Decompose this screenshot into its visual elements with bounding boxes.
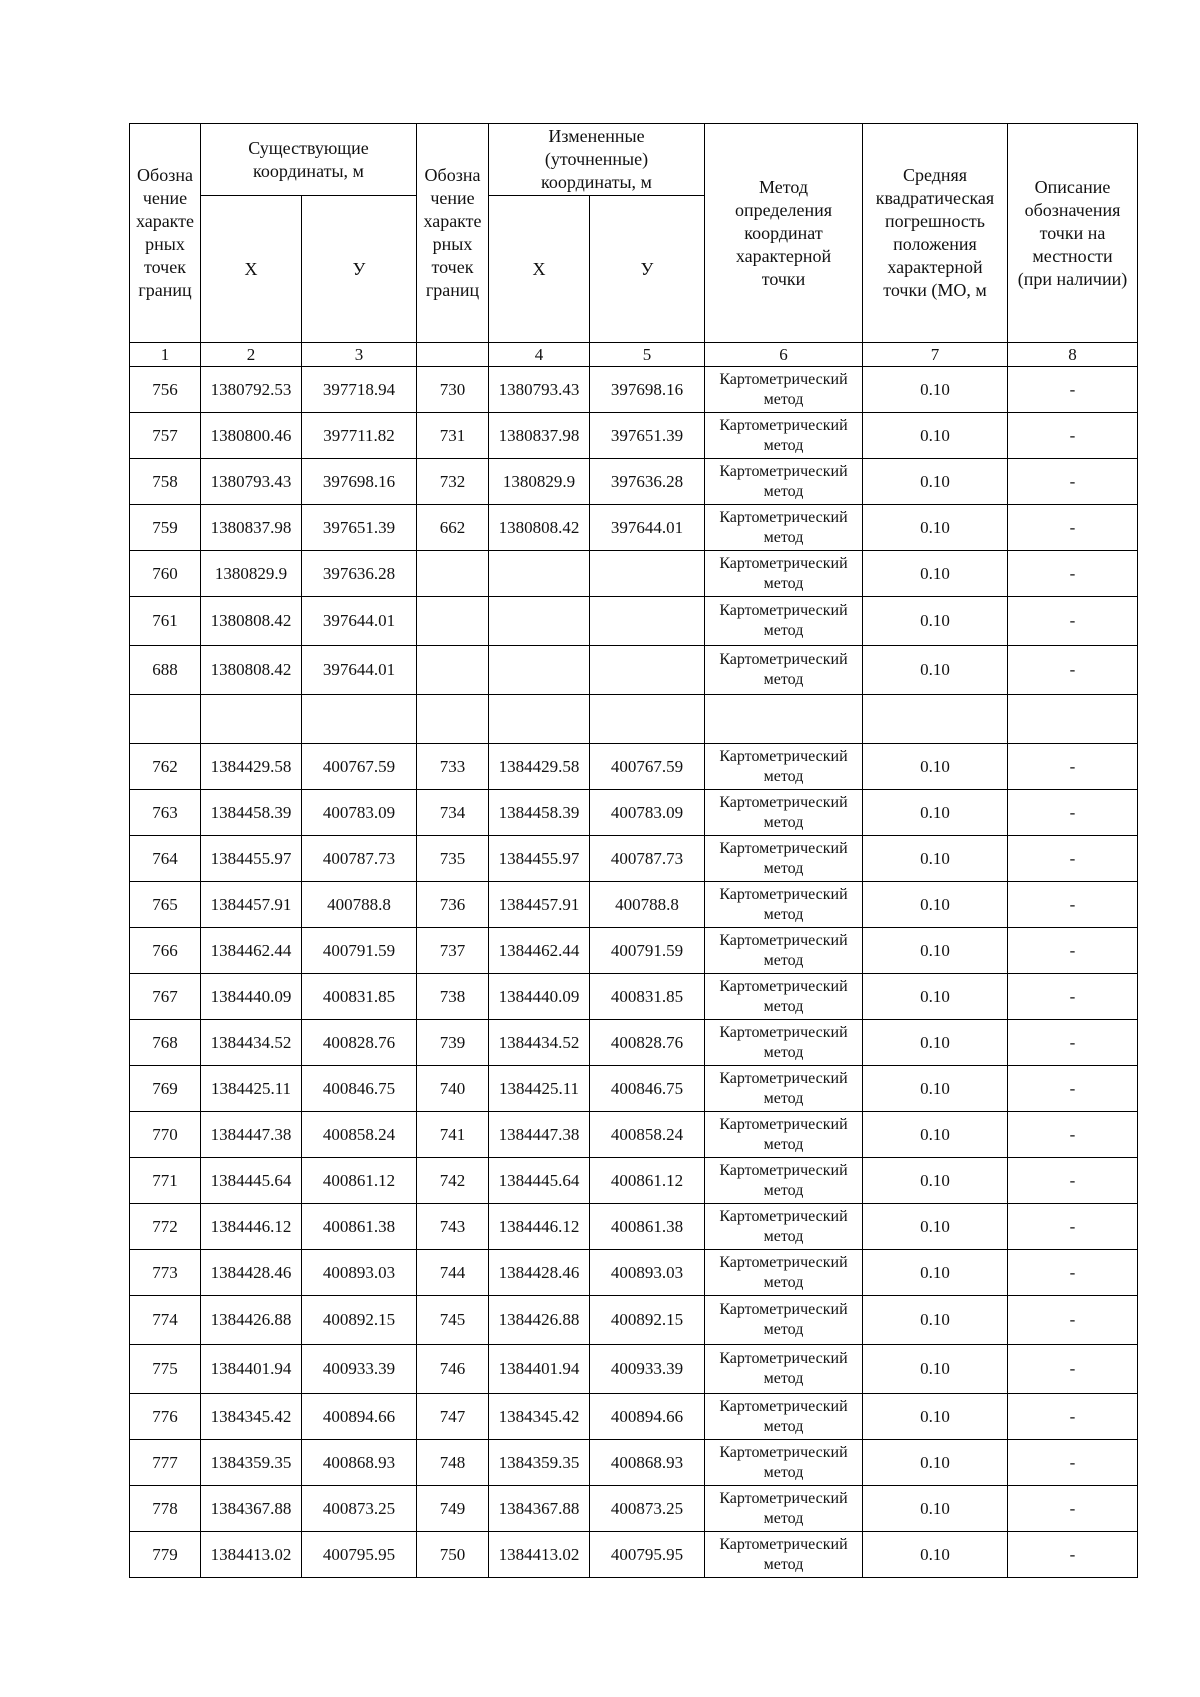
method-cell: Картометрический метод bbox=[705, 413, 863, 459]
description-cell: - bbox=[1008, 459, 1138, 505]
changed-y-cell: 400767.59 bbox=[590, 744, 705, 790]
description-cell: - bbox=[1008, 1440, 1138, 1486]
existing-y-cell: 400787.73 bbox=[302, 836, 417, 882]
description-cell: - bbox=[1008, 1250, 1138, 1296]
new-point-id-cell: 731 bbox=[417, 413, 489, 459]
existing-x-cell: 1384440.09 bbox=[201, 974, 302, 1020]
new-point-id-cell: 745 bbox=[417, 1296, 489, 1345]
changed-x-cell: 1380793.43 bbox=[489, 367, 590, 413]
changed-y-cell: 400933.39 bbox=[590, 1345, 705, 1394]
table-row bbox=[130, 1112, 1138, 1158]
method-cell: Картометрический метод bbox=[705, 1158, 863, 1204]
new-point-id-cell bbox=[417, 695, 489, 744]
point-id-cell: 760 bbox=[130, 551, 201, 597]
column-number: 3 bbox=[302, 343, 417, 367]
changed-x-cell: 1384345.42 bbox=[489, 1394, 590, 1440]
existing-x-cell: 1384401.94 bbox=[201, 1345, 302, 1394]
changed-x-cell: 1384457.91 bbox=[489, 882, 590, 928]
point-id-cell: 761 bbox=[130, 597, 201, 646]
table-row bbox=[130, 413, 1138, 459]
description-cell: - bbox=[1008, 882, 1138, 928]
mean-square-error-cell: 0.10 bbox=[863, 1158, 1008, 1204]
existing-x-cell: 1384345.42 bbox=[201, 1394, 302, 1440]
point-id-cell: 765 bbox=[130, 882, 201, 928]
new-point-id-cell: 741 bbox=[417, 1112, 489, 1158]
description-cell: - bbox=[1008, 836, 1138, 882]
description-cell: - bbox=[1008, 1158, 1138, 1204]
existing-y-cell: 400861.38 bbox=[302, 1204, 417, 1250]
existing-x-cell: 1384458.39 bbox=[201, 790, 302, 836]
changed-x-cell: 1380808.42 bbox=[489, 505, 590, 551]
changed-x-cell: 1384359.35 bbox=[489, 1440, 590, 1486]
header-method: Метод определения координат характерной точки bbox=[705, 124, 863, 343]
method-cell: Картометрический метод bbox=[705, 1112, 863, 1158]
method-cell: Картометрический метод bbox=[705, 1250, 863, 1296]
point-id-cell: 767 bbox=[130, 974, 201, 1020]
existing-x-cell: 1384426.88 bbox=[201, 1296, 302, 1345]
description-cell: - bbox=[1008, 1296, 1138, 1345]
point-id-cell: 762 bbox=[130, 744, 201, 790]
changed-x-cell: 1384428.46 bbox=[489, 1250, 590, 1296]
mean-square-error-cell: 0.10 bbox=[863, 1204, 1008, 1250]
description-cell: - bbox=[1008, 367, 1138, 413]
changed-y-cell: 400858.24 bbox=[590, 1112, 705, 1158]
mean-square-error-cell: 0.10 bbox=[863, 928, 1008, 974]
header-existing-coordinates: Существующие координаты, м bbox=[201, 124, 417, 196]
changed-y-cell bbox=[590, 597, 705, 646]
point-id-cell: 777 bbox=[130, 1440, 201, 1486]
existing-y-cell: 400828.76 bbox=[302, 1020, 417, 1066]
mean-square-error-cell: 0.10 bbox=[863, 1486, 1008, 1532]
existing-x-cell: 1384413.02 bbox=[201, 1532, 302, 1578]
header-changed-x: Х bbox=[489, 196, 590, 343]
existing-x-cell: 1384455.97 bbox=[201, 836, 302, 882]
table-row bbox=[130, 1486, 1138, 1532]
existing-y-cell: 400783.09 bbox=[302, 790, 417, 836]
table-row bbox=[130, 1020, 1138, 1066]
existing-y-cell: 397711.82 bbox=[302, 413, 417, 459]
coordinates-table bbox=[129, 123, 1138, 1578]
header-new-point-designation: Обозна чение характе рных точек границ bbox=[417, 124, 489, 343]
method-cell: Картометрический метод bbox=[705, 367, 863, 413]
header-point-designation: Обозна чение характе рных точек границ bbox=[130, 124, 201, 343]
changed-x-cell: 1380837.98 bbox=[489, 413, 590, 459]
method-cell: Картометрический метод bbox=[705, 1486, 863, 1532]
mean-square-error-cell: 0.10 bbox=[863, 1440, 1008, 1486]
changed-x-cell bbox=[489, 597, 590, 646]
description-cell: - bbox=[1008, 1345, 1138, 1394]
mean-square-error-cell: 0.10 bbox=[863, 836, 1008, 882]
changed-y-cell: 400831.85 bbox=[590, 974, 705, 1020]
table-row bbox=[130, 1204, 1138, 1250]
existing-x-cell: 1380837.98 bbox=[201, 505, 302, 551]
column-number: 4 bbox=[489, 343, 590, 367]
point-id-cell: 775 bbox=[130, 1345, 201, 1394]
existing-x-cell: 1380829.9 bbox=[201, 551, 302, 597]
column-number bbox=[417, 343, 489, 367]
table-row bbox=[130, 790, 1138, 836]
existing-y-cell: 397718.94 bbox=[302, 367, 417, 413]
existing-y-cell: 400873.25 bbox=[302, 1486, 417, 1532]
changed-y-cell: 400788.8 bbox=[590, 882, 705, 928]
changed-x-cell: 1384462.44 bbox=[489, 928, 590, 974]
new-point-id-cell: 733 bbox=[417, 744, 489, 790]
changed-y-cell: 400828.76 bbox=[590, 1020, 705, 1066]
new-point-id-cell: 662 bbox=[417, 505, 489, 551]
new-point-id-cell: 744 bbox=[417, 1250, 489, 1296]
mean-square-error-cell: 0.10 bbox=[863, 1394, 1008, 1440]
new-point-id-cell: 735 bbox=[417, 836, 489, 882]
point-id-cell: 771 bbox=[130, 1158, 201, 1204]
method-cell bbox=[705, 695, 863, 744]
table-row bbox=[130, 367, 1138, 413]
new-point-id-cell: 748 bbox=[417, 1440, 489, 1486]
column-number: 8 bbox=[1008, 343, 1138, 367]
existing-x-cell: 1380808.42 bbox=[201, 646, 302, 695]
mean-square-error-cell: 0.10 bbox=[863, 597, 1008, 646]
new-point-id-cell bbox=[417, 597, 489, 646]
mean-square-error-cell: 0.10 bbox=[863, 1020, 1008, 1066]
existing-x-cell: 1380793.43 bbox=[201, 459, 302, 505]
description-cell: - bbox=[1008, 974, 1138, 1020]
point-id-cell: 774 bbox=[130, 1296, 201, 1345]
mean-square-error-cell: 0.10 bbox=[863, 551, 1008, 597]
new-point-id-cell: 746 bbox=[417, 1345, 489, 1394]
description-cell: - bbox=[1008, 1066, 1138, 1112]
changed-x-cell: 1384445.64 bbox=[489, 1158, 590, 1204]
existing-x-cell: 1384367.88 bbox=[201, 1486, 302, 1532]
changed-x-cell: 1384455.97 bbox=[489, 836, 590, 882]
changed-x-cell: 1384429.58 bbox=[489, 744, 590, 790]
new-point-id-cell: 749 bbox=[417, 1486, 489, 1532]
existing-x-cell: 1380800.46 bbox=[201, 413, 302, 459]
changed-y-cell: 400795.95 bbox=[590, 1532, 705, 1578]
column-number: 6 bbox=[705, 343, 863, 367]
mean-square-error-cell: 0.10 bbox=[863, 790, 1008, 836]
table-row bbox=[130, 1066, 1138, 1112]
changed-y-cell: 397636.28 bbox=[590, 459, 705, 505]
table-row bbox=[130, 1296, 1138, 1345]
table-header bbox=[130, 124, 1138, 367]
changed-y-cell bbox=[590, 695, 705, 744]
existing-x-cell: 1384462.44 bbox=[201, 928, 302, 974]
mean-square-error-cell: 0.10 bbox=[863, 413, 1008, 459]
changed-y-cell: 400861.38 bbox=[590, 1204, 705, 1250]
table-row bbox=[130, 1532, 1138, 1578]
method-cell: Картометрический метод bbox=[705, 551, 863, 597]
description-cell: - bbox=[1008, 1486, 1138, 1532]
changed-x-cell: 1384446.12 bbox=[489, 1204, 590, 1250]
new-point-id-cell: 730 bbox=[417, 367, 489, 413]
existing-x-cell bbox=[201, 695, 302, 744]
changed-x-cell: 1384458.39 bbox=[489, 790, 590, 836]
method-cell: Картометрический метод bbox=[705, 836, 863, 882]
changed-x-cell: 1384447.38 bbox=[489, 1112, 590, 1158]
existing-y-cell: 400893.03 bbox=[302, 1250, 417, 1296]
point-id-cell: 776 bbox=[130, 1394, 201, 1440]
mean-square-error-cell: 0.10 bbox=[863, 459, 1008, 505]
point-id-cell: 764 bbox=[130, 836, 201, 882]
table-row bbox=[130, 1394, 1138, 1440]
description-cell: - bbox=[1008, 1020, 1138, 1066]
existing-y-cell: 400795.95 bbox=[302, 1532, 417, 1578]
method-cell: Картометрический метод bbox=[705, 597, 863, 646]
point-id-cell: 768 bbox=[130, 1020, 201, 1066]
existing-x-cell: 1384445.64 bbox=[201, 1158, 302, 1204]
changed-y-cell: 397698.16 bbox=[590, 367, 705, 413]
changed-y-cell: 400894.66 bbox=[590, 1394, 705, 1440]
changed-y-cell: 397651.39 bbox=[590, 413, 705, 459]
description-cell: - bbox=[1008, 790, 1138, 836]
changed-y-cell: 400892.15 bbox=[590, 1296, 705, 1345]
mean-square-error-cell: 0.10 bbox=[863, 1345, 1008, 1394]
existing-y-cell: 397644.01 bbox=[302, 646, 417, 695]
changed-y-cell bbox=[590, 646, 705, 695]
table-row bbox=[130, 1440, 1138, 1486]
table-row bbox=[130, 1250, 1138, 1296]
changed-y-cell: 400868.93 bbox=[590, 1440, 705, 1486]
changed-x-cell bbox=[489, 551, 590, 597]
description-cell: - bbox=[1008, 551, 1138, 597]
new-point-id-cell: 734 bbox=[417, 790, 489, 836]
existing-x-cell: 1384425.11 bbox=[201, 1066, 302, 1112]
column-number-row bbox=[130, 343, 1138, 367]
changed-y-cell: 400846.75 bbox=[590, 1066, 705, 1112]
changed-x-cell: 1384425.11 bbox=[489, 1066, 590, 1112]
description-cell: - bbox=[1008, 597, 1138, 646]
existing-y-cell: 400861.12 bbox=[302, 1158, 417, 1204]
header-mean-square-error: Средняя квадратическая погрешность положения характерной точки (МО, м bbox=[863, 124, 1008, 343]
existing-y-cell: 397636.28 bbox=[302, 551, 417, 597]
description-cell: - bbox=[1008, 1112, 1138, 1158]
changed-y-cell: 400861.12 bbox=[590, 1158, 705, 1204]
description-cell: - bbox=[1008, 1204, 1138, 1250]
column-number: 5 bbox=[590, 343, 705, 367]
mean-square-error-cell bbox=[863, 695, 1008, 744]
method-cell: Картометрический метод bbox=[705, 1394, 863, 1440]
table-row bbox=[130, 882, 1138, 928]
mean-square-error-cell: 0.10 bbox=[863, 646, 1008, 695]
mean-square-error-cell: 0.10 bbox=[863, 882, 1008, 928]
new-point-id-cell bbox=[417, 646, 489, 695]
table-row bbox=[130, 695, 1138, 744]
new-point-id-cell: 736 bbox=[417, 882, 489, 928]
new-point-id-cell: 739 bbox=[417, 1020, 489, 1066]
point-id-cell: 779 bbox=[130, 1532, 201, 1578]
header-existing-y: У bbox=[302, 196, 417, 343]
point-id-cell: 766 bbox=[130, 928, 201, 974]
method-cell: Картометрический метод bbox=[705, 1020, 863, 1066]
mean-square-error-cell: 0.10 bbox=[863, 1066, 1008, 1112]
point-id-cell: 770 bbox=[130, 1112, 201, 1158]
changed-y-cell: 400791.59 bbox=[590, 928, 705, 974]
changed-x-cell: 1384426.88 bbox=[489, 1296, 590, 1345]
existing-y-cell: 400788.8 bbox=[302, 882, 417, 928]
new-point-id-cell: 750 bbox=[417, 1532, 489, 1578]
description-cell: - bbox=[1008, 928, 1138, 974]
existing-x-cell: 1384359.35 bbox=[201, 1440, 302, 1486]
table-body bbox=[130, 367, 1138, 1578]
new-point-id-cell: 740 bbox=[417, 1066, 489, 1112]
method-cell: Картометрический метод bbox=[705, 646, 863, 695]
existing-y-cell: 400767.59 bbox=[302, 744, 417, 790]
description-cell: - bbox=[1008, 505, 1138, 551]
column-number: 7 bbox=[863, 343, 1008, 367]
table-row bbox=[130, 551, 1138, 597]
point-id-cell: 758 bbox=[130, 459, 201, 505]
table-row bbox=[130, 459, 1138, 505]
method-cell: Картометрический метод bbox=[705, 1440, 863, 1486]
existing-x-cell: 1384434.52 bbox=[201, 1020, 302, 1066]
existing-y-cell: 400791.59 bbox=[302, 928, 417, 974]
new-point-id-cell: 742 bbox=[417, 1158, 489, 1204]
method-cell: Картометрический метод bbox=[705, 1532, 863, 1578]
new-point-id-cell: 738 bbox=[417, 974, 489, 1020]
existing-x-cell: 1380808.42 bbox=[201, 597, 302, 646]
new-point-id-cell: 737 bbox=[417, 928, 489, 974]
point-id-cell: 772 bbox=[130, 1204, 201, 1250]
description-cell: - bbox=[1008, 744, 1138, 790]
new-point-id-cell: 747 bbox=[417, 1394, 489, 1440]
changed-y-cell: 400873.25 bbox=[590, 1486, 705, 1532]
table-row bbox=[130, 744, 1138, 790]
existing-x-cell: 1384446.12 bbox=[201, 1204, 302, 1250]
existing-y-cell: 400846.75 bbox=[302, 1066, 417, 1112]
table-row bbox=[130, 1345, 1138, 1394]
header-changed-coordinates: Измененные (уточненные) координаты, м bbox=[489, 124, 705, 196]
table-row bbox=[130, 646, 1138, 695]
existing-x-cell: 1384428.46 bbox=[201, 1250, 302, 1296]
table-row bbox=[130, 597, 1138, 646]
description-cell: - bbox=[1008, 1532, 1138, 1578]
existing-x-cell: 1380792.53 bbox=[201, 367, 302, 413]
mean-square-error-cell: 0.10 bbox=[863, 744, 1008, 790]
new-point-id-cell: 743 bbox=[417, 1204, 489, 1250]
existing-y-cell: 400894.66 bbox=[302, 1394, 417, 1440]
existing-y-cell: 400831.85 bbox=[302, 974, 417, 1020]
table-row bbox=[130, 1158, 1138, 1204]
new-point-id-cell bbox=[417, 551, 489, 597]
changed-x-cell: 1384401.94 bbox=[489, 1345, 590, 1394]
existing-x-cell: 1384457.91 bbox=[201, 882, 302, 928]
description-cell: - bbox=[1008, 1394, 1138, 1440]
new-point-id-cell: 732 bbox=[417, 459, 489, 505]
mean-square-error-cell: 0.10 bbox=[863, 1112, 1008, 1158]
method-cell: Картометрический метод bbox=[705, 1345, 863, 1394]
changed-x-cell bbox=[489, 646, 590, 695]
method-cell: Картометрический метод bbox=[705, 1066, 863, 1112]
changed-x-cell: 1384440.09 bbox=[489, 974, 590, 1020]
mean-square-error-cell: 0.10 bbox=[863, 1532, 1008, 1578]
changed-x-cell: 1384413.02 bbox=[489, 1532, 590, 1578]
description-cell: - bbox=[1008, 413, 1138, 459]
existing-y-cell: 400868.93 bbox=[302, 1440, 417, 1486]
existing-y-cell: 400892.15 bbox=[302, 1296, 417, 1345]
method-cell: Картометрический метод bbox=[705, 928, 863, 974]
mean-square-error-cell: 0.10 bbox=[863, 974, 1008, 1020]
changed-y-cell: 400783.09 bbox=[590, 790, 705, 836]
point-id-cell: 778 bbox=[130, 1486, 201, 1532]
method-cell: Картометрический метод bbox=[705, 459, 863, 505]
changed-y-cell: 400787.73 bbox=[590, 836, 705, 882]
existing-x-cell: 1384447.38 bbox=[201, 1112, 302, 1158]
table-row bbox=[130, 836, 1138, 882]
point-id-cell: 688 bbox=[130, 646, 201, 695]
method-cell: Картометрический метод bbox=[705, 1296, 863, 1345]
point-id-cell: 769 bbox=[130, 1066, 201, 1112]
header-description: Описание обозначения точки на местности (при наличии) bbox=[1008, 124, 1138, 343]
changed-y-cell bbox=[590, 551, 705, 597]
existing-x-cell: 1384429.58 bbox=[201, 744, 302, 790]
method-cell: Картометрический метод bbox=[705, 882, 863, 928]
column-number: 1 bbox=[130, 343, 201, 367]
mean-square-error-cell: 0.10 bbox=[863, 1296, 1008, 1345]
point-id-cell: 757 bbox=[130, 413, 201, 459]
point-id-cell: 759 bbox=[130, 505, 201, 551]
mean-square-error-cell: 0.10 bbox=[863, 505, 1008, 551]
method-cell: Картометрический метод bbox=[705, 1204, 863, 1250]
changed-x-cell bbox=[489, 695, 590, 744]
method-cell: Картометрический метод bbox=[705, 974, 863, 1020]
changed-x-cell: 1384434.52 bbox=[489, 1020, 590, 1066]
point-id-cell: 773 bbox=[130, 1250, 201, 1296]
description-cell bbox=[1008, 695, 1138, 744]
description-cell: - bbox=[1008, 646, 1138, 695]
existing-y-cell bbox=[302, 695, 417, 744]
column-number: 2 bbox=[201, 343, 302, 367]
point-id-cell bbox=[130, 695, 201, 744]
method-cell: Картометрический метод bbox=[705, 744, 863, 790]
existing-y-cell: 400933.39 bbox=[302, 1345, 417, 1394]
changed-x-cell: 1380829.9 bbox=[489, 459, 590, 505]
changed-x-cell: 1384367.88 bbox=[489, 1486, 590, 1532]
header-changed-y: У bbox=[590, 196, 705, 343]
table-row bbox=[130, 505, 1138, 551]
method-cell: Картометрический метод bbox=[705, 505, 863, 551]
existing-y-cell: 397651.39 bbox=[302, 505, 417, 551]
changed-y-cell: 400893.03 bbox=[590, 1250, 705, 1296]
method-cell: Картометрический метод bbox=[705, 790, 863, 836]
existing-y-cell: 397698.16 bbox=[302, 459, 417, 505]
header-existing-x: Х bbox=[201, 196, 302, 343]
table-row bbox=[130, 974, 1138, 1020]
point-id-cell: 756 bbox=[130, 367, 201, 413]
point-id-cell: 763 bbox=[130, 790, 201, 836]
mean-square-error-cell: 0.10 bbox=[863, 1250, 1008, 1296]
existing-y-cell: 397644.01 bbox=[302, 597, 417, 646]
existing-y-cell: 400858.24 bbox=[302, 1112, 417, 1158]
table-row bbox=[130, 928, 1138, 974]
mean-square-error-cell: 0.10 bbox=[863, 367, 1008, 413]
changed-y-cell: 397644.01 bbox=[590, 505, 705, 551]
